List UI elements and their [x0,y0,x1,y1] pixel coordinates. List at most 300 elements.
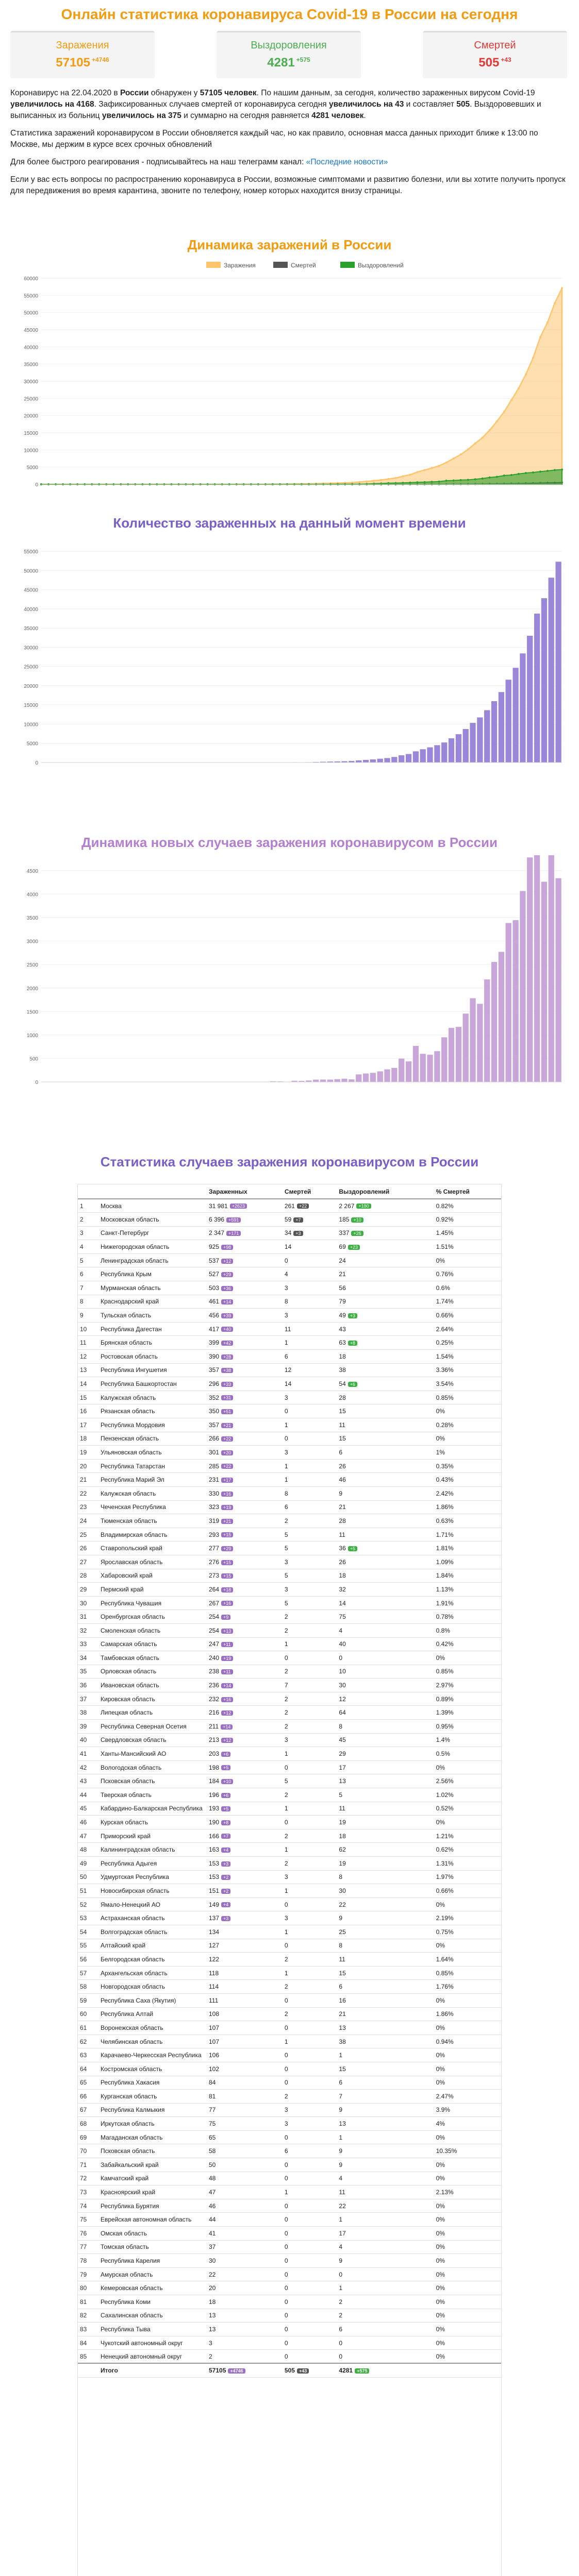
table-row [78,1377,501,1391]
table-cell: 1% [434,1446,501,1460]
delta-badge: +43 [297,2368,309,2374]
bar [420,1054,426,1082]
table-cell: 27 [78,1555,98,1569]
table-cell: 43 [78,1774,98,1788]
series-point [532,357,534,359]
table-cell: Ивановская область [98,1679,207,1692]
table-cell: 503 +36 [207,1281,283,1295]
delta-badge: +18 [221,1587,233,1592]
table-row [78,1993,501,2007]
table-cell: Псковская область [98,2144,207,2158]
delta-badge: +15 [221,1532,233,1537]
table-cell: 2.13% [434,2185,501,2199]
table-cell: 3.54% [434,1377,501,1391]
table-cell: 3 [283,1733,337,1747]
table-cell: Орловская область [98,1665,207,1679]
table-row [78,2336,501,2350]
table-cell: Ульяновская область [98,1446,207,1460]
table-row [78,1623,501,1637]
table-cell: 2 [283,1980,337,1994]
stats-panel [10,31,569,82]
table-cell: 41 [207,2227,283,2241]
table-cell: 9 [337,2254,434,2268]
table-cell: Тамбовская область [98,1651,207,1665]
table-cell: 390 +28 [207,1350,283,1364]
table-cell: Брянская область [98,1336,207,1350]
table-cell: Республика Марий Эл [98,1473,207,1487]
table-cell: 0 [283,1816,337,1829]
table-cell: Иркутская область [98,2117,207,2131]
legend-label: Выздоровлений [358,262,404,269]
table-cell: 1.13% [434,1583,501,1597]
y-tick-label: 5000 [26,465,38,471]
table-cell: 3 [283,1583,337,1597]
table-row [78,2323,501,2336]
table-cell: 26 [78,1541,98,1555]
bar [520,891,526,1082]
table-cell: Челябинская область [98,2035,207,2048]
table-cell: 46 [78,1816,98,1829]
table-row [78,1432,501,1446]
table-row [78,1720,501,1734]
table-row [78,1610,501,1624]
table-cell: 0% [434,1993,501,2007]
table-cell: 0.66% [434,1884,501,1898]
infected-label: Заражения [56,40,109,51]
series-point [387,482,389,484]
table-cell: 56 [78,1953,98,1967]
table-cell: 1.02% [434,1788,501,1802]
table-row [78,2240,501,2254]
bar [434,745,440,762]
table-cell: 0% [434,2267,501,2281]
table-cell: 44 [207,2213,283,2227]
chart2-title: Количество зараженных на данный момент времени [113,515,466,531]
table-cell: 54 +6 [337,1377,434,1391]
table-cell: 11 [337,1418,434,1432]
table-cell: 67 [78,2103,98,2117]
table-cell: 0.82% [434,1199,501,1213]
y-tick-label: 0 [35,760,38,766]
table-cell: 70 [78,2144,98,2158]
table-cell: 0% [434,2227,501,2241]
series-point [453,457,455,460]
bar [484,710,490,762]
delta-badge: +31 [221,1395,233,1400]
table-cell: 285 +22 [207,1459,283,1473]
table-cell: Республика Ингушетия [98,1363,207,1377]
y-tick-label: 4000 [26,892,38,898]
table-cell: 84 [78,2336,98,2350]
series-point [482,478,484,480]
table-cell: 0% [434,2021,501,2035]
table-cell: 8 [337,1870,434,1884]
table-row [78,1500,501,1514]
bar [512,668,519,762]
table-row [78,1651,501,1665]
series-point [532,471,534,473]
table-cell: 65 [78,2076,98,2090]
table-cell: 29 [78,1583,98,1597]
delta-badge: +14 [221,1299,233,1304]
table-cell: 59 +7 [283,1213,337,1227]
table-cell: 0 [283,2213,337,2227]
table-cell: 1.51% [434,1240,501,1254]
table-cell: 0 [283,2240,337,2254]
table-cell: 0% [434,1253,501,1267]
table-cell: Тюменская область [98,1514,207,1528]
table-cell: 11 [337,1802,434,1816]
table-row [78,2185,501,2199]
table-cell: 2 [337,2295,434,2309]
table-cell: 77 [78,2240,98,2254]
table-cell: 47 [78,1829,98,1843]
chart2-svg [10,536,569,814]
table-cell: 2 [283,2007,337,2021]
table-cell: 17 [337,1760,434,1774]
table-cell: Республика Коми [98,2295,207,2309]
table-cell: 6 [337,2323,434,2336]
delta-badge: +171 [226,1231,241,1236]
table-row [78,1281,501,1295]
table-cell: 64 [78,2062,98,2076]
table-cell: 1.86% [434,1500,501,1514]
legend-swatch [340,262,355,268]
bar [356,760,362,762]
delta-badge: +4 [221,1848,230,1853]
table-cell: 28 [337,1391,434,1404]
table-cell: 73 [78,2185,98,2199]
table-row [78,2254,501,2268]
bar [499,692,505,762]
series-point [445,462,448,464]
delta-badge: +12 [221,1710,233,1716]
bar [456,1027,462,1082]
series-point [525,472,527,474]
table-cell: 273 +15 [207,1569,283,1583]
table-cell: 71 [78,2158,98,2172]
table-cell: Удмуртская Республика [98,1870,207,1884]
table-row [78,1569,501,1583]
table-cell: 16 [78,1404,98,1418]
table-cell: 2.19% [434,1911,501,1925]
y-tick-label: 3500 [26,916,38,922]
table-cell: 21 [337,1267,434,1281]
delta-badge: +15 [221,1560,233,1565]
table-row [78,1665,501,1679]
table-cell: 0% [434,2199,501,2213]
table-cell: Республика Калмыкия [98,2103,207,2117]
table-cell: 1 [283,1336,337,1350]
table-cell: Тульская область [98,1309,207,1323]
series-point [525,374,527,376]
y-tick-label: 3000 [26,939,38,945]
legend-label: Смертей [291,262,316,269]
table-row [78,2103,501,2117]
bar [420,749,426,762]
bar [341,1079,348,1082]
table-cell: 114 [207,1980,283,1994]
y-tick-label: 35000 [24,362,38,368]
bar [512,920,519,1082]
table-cell: 301 +20 [207,1446,283,1460]
delta-badge: +9 [221,1615,230,1620]
table-cell: 14 [283,1377,337,1391]
table-cell: 14 [78,1377,98,1391]
table-cell: 3 [207,2336,283,2350]
table-cell: 82 [78,2309,98,2323]
table-cell: 7 [337,2090,434,2104]
table-cell: 6 [283,2144,337,2158]
table-cell: 38 [337,1363,434,1377]
delta-badge: +42 [221,1341,233,1346]
table-cell: 0% [434,2295,501,2309]
table-cell: 2.64% [434,1322,501,1336]
table-row [78,1706,501,1720]
table-cell: 21 [78,1473,98,1487]
table-cell: 198 +5 [207,1760,283,1774]
table-cell: 30 [207,2254,283,2268]
table-cell: Курганская область [98,2090,207,2104]
table-cell: 2.42% [434,1486,501,1500]
delta-badge: +10 [221,1779,233,1784]
table-cell: 232 +16 [207,1692,283,1706]
table-cell: 0 [283,1651,337,1665]
table-cell: 15 [337,2062,434,2076]
table-cell: Курская область [98,1816,207,1829]
table-row [78,2117,501,2131]
delta-badge: +3 [293,1231,303,1236]
table-cell: 59 [78,1993,98,2007]
deaths-delta: +43 [501,56,511,63]
table-cell: 12 [337,1692,434,1706]
series-point [496,420,498,422]
table-cell: 0.94% [434,2035,501,2048]
table-cell: 13 [207,2309,283,2323]
table-cell: 26 [337,1555,434,1569]
delta-badge: +36 [221,1286,233,1291]
table-cell: 36 +5 [337,1541,434,1555]
table-cell: 68 [78,2117,98,2131]
delta-badge: +12 [221,1259,233,1264]
table-cell: 0.28% [434,1418,501,1432]
table-cell: 46 [337,1473,434,1487]
table-cell: 0 [283,1253,337,1267]
table-cell: Тверская область [98,1788,207,1802]
table-row [78,1884,501,1898]
table-cell: Астраханская область [98,1911,207,1925]
legend-label: Заражения [224,262,256,269]
table-cell: Кировская область [98,1692,207,1706]
table-cell: 30 [78,1596,98,1610]
table-cell: 8 [337,1939,434,1953]
table-cell: 1 [283,1459,337,1473]
table-cell: Ярославская область [98,1555,207,1569]
series-point [409,473,411,476]
table-cell: 193 +5 [207,1802,283,1816]
table-cell: 108 [207,2007,283,2021]
table-cell: 32 [78,1623,98,1637]
table-cell: 2 [283,1610,337,1624]
table-cell: 0.63% [434,1514,501,1528]
bar [484,979,490,1082]
bar [534,855,540,1082]
table-cell: 276 +15 [207,1555,283,1569]
table-cell: 456 +39 [207,1309,283,1323]
table-header-cell [78,1184,98,1199]
table-cell: 9 [78,1309,98,1323]
delta-badge: +8 [221,1820,230,1825]
table-title: Статистика случаев заражения коронавирусом в России [100,1154,479,1170]
table-cell: 60 [78,2007,98,2021]
series-point [561,468,563,470]
delta-badge: +3 [221,1916,230,1921]
table-cell: 261 +22 [283,1199,337,1213]
series-point [366,483,368,485]
page-title: Онлайн статистика коронавируса Covid-19 в России на сегодня [61,6,518,22]
delta-badge: +5 [348,1546,357,1551]
delta-badge: +14 [221,1724,233,1730]
bar [505,923,511,1082]
table-cell: 240 +19 [207,1651,283,1665]
table-cell: 22 [207,2267,283,2281]
table-cell: 3 [283,2117,337,2131]
delta-badge: +15 [221,1573,233,1579]
table-cell: 4% [434,2117,501,2131]
series-point [539,336,541,338]
delta-badge: +17 [221,1478,233,1483]
bar [427,747,433,762]
table-cell: 4 [337,2240,434,2254]
table-cell: 216 +12 [207,1706,283,1720]
delta-badge: +29 [221,1546,233,1551]
table-cell: 76 [78,2227,98,2241]
table-row [78,1514,501,1528]
table-cell: 77 [207,2103,283,2117]
table-cell: 0% [434,2076,501,2090]
table-cell: 22 [337,2199,434,2213]
table-cell: 0% [434,1432,501,1446]
delta-badge: +28 [221,1354,233,1360]
table-cell: 24 [78,1514,98,1528]
recovered-label: Выздоровления [251,40,327,51]
table-cell: 0.76% [434,1267,501,1281]
table-cell: Магаданская область [98,2130,207,2144]
table-cell: 537 +12 [207,1253,283,1267]
table-cell: 0% [434,2240,501,2254]
bar [313,1079,319,1082]
table-cell: 330 +16 [207,1486,283,1500]
series-point [387,478,389,480]
deaths-label: Смертей [474,40,516,51]
table-cell: 62 [337,1843,434,1857]
table-cell: 3 [283,1391,337,1404]
table-cell: 10 [78,1322,98,1336]
table-row [78,1637,501,1651]
series-point [554,302,556,304]
table-cell: 0 [337,1651,434,1665]
y-tick-label: 55000 [24,549,38,555]
delta-badge: +22 [221,1464,233,1469]
delta-badge: +22 [221,1436,233,1442]
table-cell: 18 [78,1432,98,1446]
table-cell: Республика Крым [98,1267,207,1281]
table-cell: 1 [283,1747,337,1761]
table-cell: 3.36% [434,1363,501,1377]
table-row [78,1350,501,1364]
table-row [78,1459,501,1473]
table-row [78,1363,501,1377]
series-point [547,321,549,324]
table-cell [78,2363,98,2377]
table-cell: Пермский край [98,1583,207,1597]
table-cell: 1.76% [434,1980,501,1994]
table-cell: Ненецкий автономный округ [98,2350,207,2364]
series-point [496,476,498,478]
table-cell: 48 [78,1843,98,1857]
series-point [460,453,462,455]
series-point [402,482,404,484]
table-row [78,1473,501,1487]
table-cell: 30 [337,1884,434,1898]
table-row [78,1583,501,1597]
table-cell: 28 [78,1569,98,1583]
table-cell: 7 [283,1679,337,1692]
table-total-row [78,2363,501,2377]
table-row [78,2090,501,2104]
delta-badge: +12 [221,1738,233,1743]
table-cell: 10.35% [434,2144,501,2158]
delta-badge: +7 [293,1217,303,1223]
table-cell: 1.71% [434,1528,501,1541]
y-tick-label: 55000 [24,293,38,299]
bar [441,1037,448,1082]
table-cell: 13 [337,2021,434,2035]
table-cell: 0 [283,1404,337,1418]
table-cell: 25 [337,1925,434,1939]
table-cell: 6 396 +591 [207,1213,283,1227]
table-cell: 0.89% [434,1692,501,1706]
table-cell: 0.85% [434,1966,501,1980]
telegram-link[interactable]: «Последние новости» [306,158,388,166]
table-cell: 64 [337,1706,434,1720]
delta-badge: +5 [221,1806,230,1811]
table-cell: Костромская область [98,2062,207,2076]
delta-badge: +51 [221,1409,233,1414]
y-tick-label: 25000 [24,664,38,670]
table-cell: 2 [283,1623,337,1637]
table-cell: 5 [78,1253,98,1267]
table-cell: 0% [434,2323,501,2336]
table-cell: 8 [337,1720,434,1734]
table-row [78,1253,501,1267]
table-cell: Ростовская область [98,1350,207,1364]
table-cell: 9 [337,1486,434,1500]
delta-badge: +29 [221,1272,233,1277]
y-tick-label: 500 [29,1056,38,1062]
table-cell: 79 [337,1295,434,1309]
table-cell: Кабардино-Балкарская Республика [98,1802,207,1816]
stats-table [78,1184,501,2378]
bar [399,755,405,762]
table-cell: Оренбургская область [98,1610,207,1624]
series-point [518,473,520,475]
chart1-svg [10,258,569,500]
table-cell: 1.45% [434,1226,501,1240]
table-cell: 3 [283,1309,337,1323]
table-cell: 40 [78,1733,98,1747]
table-cell: 0.6% [434,1281,501,1295]
